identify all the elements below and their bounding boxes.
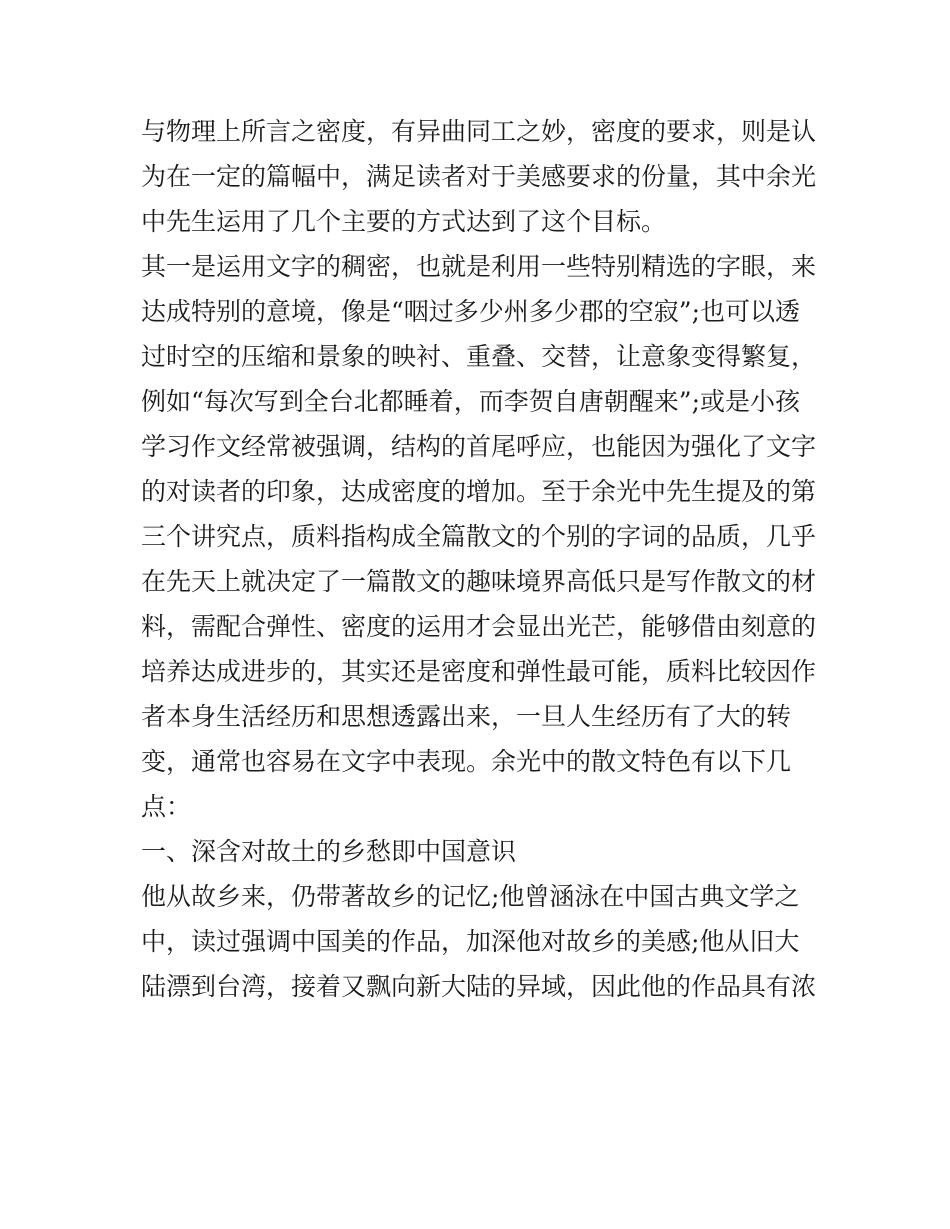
text-line: 培养达成进步的，其实还是密度和弹性最可能，质料比较因作: [141, 657, 817, 686]
text-line: 他从故乡来，仍带著故乡的记忆;他曾涵泳在中国古典文学之: [141, 882, 800, 911]
body-text: [141, 109, 821, 1009]
text-line: 者本身生活经历和思想透露出来，一旦人生经历有了大的转: [141, 702, 792, 731]
text-line: 与物理上所言之密度，有异曲同工之妙，密度的要求，则是认: [141, 117, 817, 146]
text-line: 的对读者的印象，达成密度的增加。至于余光中先生提及的第: [141, 477, 817, 506]
text-line: 变，通常也容易在文字中表现。余光中的散文特色有以下几: [141, 747, 792, 776]
section-heading: 一、深含对故土的乡愁即中国意识: [141, 837, 517, 866]
text-line: 其一是运用文字的稠密，也就是利用一些特别精选的字眼，来: [141, 252, 817, 281]
text-line: 三个讲究点，质料指构成全篇散文的个别的字词的品质，几乎: [141, 522, 817, 551]
text-line: 为在一定的篇幅中，满足读者对于美感要求的份量，其中余光: [141, 162, 817, 191]
text-line: 过时空的压缩和景象的映衬、重叠、交替，让意象变得繁复，: [141, 342, 817, 371]
text-line: 例如“每次写到全台北都睡着，而李贺自唐朝醒来”;或是小孩: [141, 387, 800, 416]
text-line: 点：: [141, 792, 192, 821]
text-line: 达成特别的意境，像是“咽过多少州多少郡的空寂”;也可以透: [141, 297, 800, 326]
text-line: 中，读过强调中国美的作品，加深他对故乡的美感;他从旧大: [141, 927, 800, 956]
text-line: 陆漂到台湾，接着又飘向新大陆的异域，因此他的作品具有浓: [141, 972, 817, 1001]
text-line: 学习作文经常被强调，结构的首尾呼应，也能因为强化了文字: [141, 432, 817, 461]
text-line: 在先天上就决定了一篇散文的趣味境界高低只是写作散文的材: [141, 567, 817, 596]
text-line: 中先生运用了几个主要的方式达到了这个目标。: [141, 207, 667, 236]
text-line: 料，需配合弹性、密度的运用才会显出光芒，能够借由刻意的: [141, 612, 817, 641]
